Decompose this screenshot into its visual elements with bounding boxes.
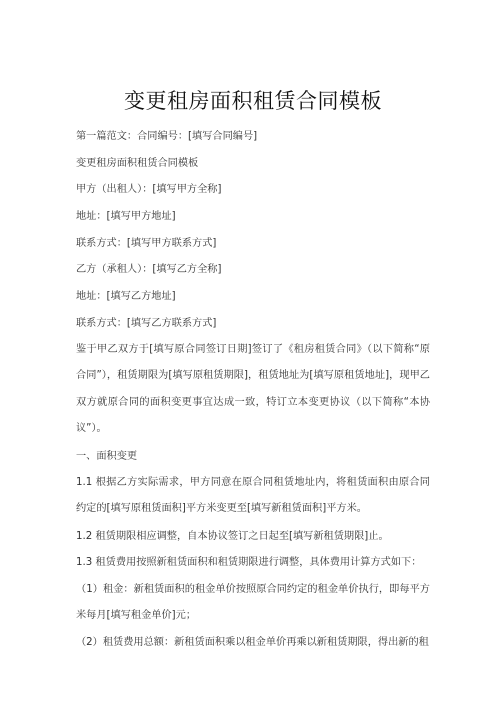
document-body xyxy=(76,130,430,649)
contract-number-line: 第一篇范文：合同编号：[填写合同编号] xyxy=(76,131,258,142)
party-a-contact-line: 联系方式：[填写甲方联系方式] xyxy=(76,237,217,249)
item-1-paragraph: （1）租金：新租赁面积的租金单价按照原合同约定的租金单价执行，即每平方米每月[填写租金单价]元； xyxy=(76,583,430,621)
party-b-contact-line: 联系方式：[填写乙方联系方式] xyxy=(76,317,217,329)
item-2-line: （2）租赁费用总额：新租赁面积乘以租金单价再乘以新租赁期限，得出新的租 xyxy=(76,637,429,649)
template-name-line: 变更租房面积租赁合同模板 xyxy=(76,157,199,169)
party-a-name-line: 甲方（出租人）：[填写甲方全称] xyxy=(76,184,222,196)
section-heading-area-change: 一、面积变更 xyxy=(76,450,138,462)
party-a-address-line: 地址：[填写甲方地址] xyxy=(76,211,176,223)
clause-1-3-line: 1.3 租赁费用按照新租赁面积和租赁期限进行调整，具体费用计算方式如下： xyxy=(76,557,422,569)
party-b-name-line: 乙方（承租人）：[填写乙方全称] xyxy=(76,264,222,276)
document-title: 变更租房面积租赁合同模板 xyxy=(124,89,382,113)
clause-1-1-paragraph: 1.1 根据乙方实际需求，甲方同意在原合同租赁地址内，将租赁面积由原合同约定的[填写原租赁面积]平方米变更至[填写新租赁面积]平方米。 xyxy=(76,476,430,515)
clause-1-2-line: 1.2 租赁期限相应调整，自本协议签订之日起至[填写新租赁期限]止。 xyxy=(76,530,389,542)
party-b-address-line: 地址：[填写乙方地址] xyxy=(76,291,176,303)
preamble-paragraph: 鉴于甲乙双方于[填写原合同签订日期]签订了《租房租赁合同》（以下简称“原合同”），租赁期限为[填写原租赁期限]，租赁地址为[填写原租赁地址]，现甲乙双方就原合同的面积变更事宜达成一致，特订立本变更协议（以下简称“本协议”）。 xyxy=(76,344,430,435)
